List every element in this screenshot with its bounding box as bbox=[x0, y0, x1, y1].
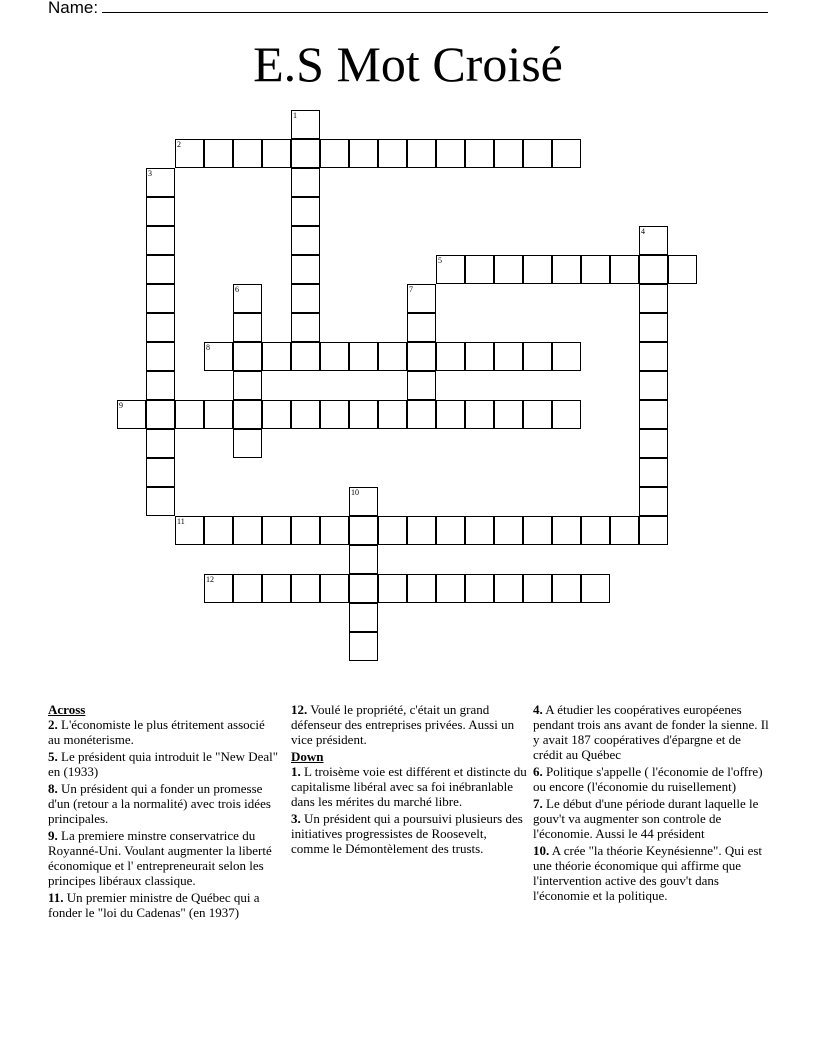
clues-column-1 bbox=[48, 702, 280, 922]
clue-number: 9. bbox=[48, 828, 58, 843]
grid-cell[interactable] bbox=[233, 342, 262, 371]
grid-cell[interactable] bbox=[320, 400, 349, 429]
grid-cell[interactable] bbox=[320, 574, 349, 603]
grid-cell[interactable] bbox=[436, 400, 465, 429]
grid-cell[interactable] bbox=[349, 632, 378, 661]
clue-number: 4. bbox=[533, 702, 543, 717]
grid-cell[interactable] bbox=[146, 197, 175, 226]
grid-cell[interactable] bbox=[146, 400, 175, 429]
grid-cell[interactable] bbox=[436, 255, 465, 284]
grid-cell[interactable] bbox=[639, 516, 668, 545]
grid-cell[interactable] bbox=[407, 371, 436, 400]
grid-cell[interactable] bbox=[349, 574, 378, 603]
page-title: E.S Mot Croisé bbox=[253, 36, 563, 92]
grid-cell[interactable] bbox=[378, 139, 407, 168]
grid-cell[interactable] bbox=[552, 255, 581, 284]
clue-down-7 bbox=[533, 796, 769, 841]
grid-cell[interactable] bbox=[407, 139, 436, 168]
grid-cell[interactable] bbox=[117, 400, 146, 429]
grid-cell[interactable] bbox=[639, 226, 668, 255]
clue-text: Voulé le propriété, c'était un grand défenseur des entreprises privées. Aussi un vice président. bbox=[291, 702, 515, 747]
grid-cell[interactable] bbox=[465, 139, 494, 168]
grid-cell[interactable] bbox=[407, 516, 436, 545]
grid-cell[interactable] bbox=[349, 487, 378, 516]
grid-cell[interactable] bbox=[146, 342, 175, 371]
grid-cell[interactable] bbox=[639, 284, 668, 313]
grid-cell[interactable] bbox=[436, 516, 465, 545]
grid-cell[interactable] bbox=[581, 516, 610, 545]
grid-cell[interactable] bbox=[291, 400, 320, 429]
grid-cell[interactable] bbox=[204, 400, 233, 429]
clue-number: 12. bbox=[291, 702, 308, 717]
grid-cell[interactable] bbox=[146, 371, 175, 400]
grid-cell[interactable] bbox=[668, 255, 697, 284]
clues-column-2 bbox=[291, 702, 527, 858]
clue-number: 10. bbox=[533, 843, 550, 858]
grid-cell[interactable] bbox=[494, 342, 523, 371]
clue-text: Le président quia introduit le "New Deal" en (1933) bbox=[48, 749, 279, 779]
clue-text: Un président qui a fonder un promesse d'un (retour a la normalité) avec trois idées principales. bbox=[48, 781, 271, 826]
grid-cell[interactable] bbox=[233, 400, 262, 429]
grid-cell[interactable] bbox=[465, 255, 494, 284]
cell-number: 2 bbox=[177, 140, 181, 149]
grid-cell[interactable] bbox=[494, 139, 523, 168]
grid-cell[interactable] bbox=[262, 342, 291, 371]
grid-cell[interactable] bbox=[407, 313, 436, 342]
grid-cell[interactable] bbox=[378, 516, 407, 545]
clue-down-3 bbox=[291, 811, 527, 856]
grid-cell[interactable] bbox=[465, 574, 494, 603]
grid-cell[interactable] bbox=[291, 516, 320, 545]
cell-number: 1 bbox=[293, 111, 297, 120]
clue-number: 8. bbox=[48, 781, 58, 796]
grid-cell[interactable] bbox=[233, 139, 262, 168]
grid-cell[interactable] bbox=[146, 226, 175, 255]
grid-cell[interactable] bbox=[523, 255, 552, 284]
grid-cell[interactable] bbox=[639, 487, 668, 516]
grid-cell[interactable] bbox=[204, 574, 233, 603]
grid-cell[interactable] bbox=[581, 255, 610, 284]
grid-cell[interactable] bbox=[494, 516, 523, 545]
grid-cell[interactable] bbox=[291, 574, 320, 603]
clue-number: 1. bbox=[291, 764, 301, 779]
clue-across-9 bbox=[48, 828, 280, 888]
clue-text: A étudier les coopératives européenes pendant trois ans avant de fonder la sienne. Il y avait 187 coopératives d'épargne et de crédit au Québec bbox=[533, 702, 769, 762]
clue-down-10 bbox=[533, 843, 769, 903]
clue-text: Politique s'appelle ( l'économie de l'offre) ou encore (l'économie du ruisellement) bbox=[533, 764, 763, 794]
grid-cell[interactable] bbox=[407, 284, 436, 313]
grid-cell[interactable] bbox=[465, 516, 494, 545]
grid-cell[interactable] bbox=[639, 458, 668, 487]
cell-number: 7 bbox=[409, 285, 413, 294]
grid-cell[interactable] bbox=[320, 139, 349, 168]
grid-cell[interactable] bbox=[494, 255, 523, 284]
grid-cell[interactable] bbox=[291, 197, 320, 226]
grid-cell[interactable] bbox=[494, 400, 523, 429]
grid-cell[interactable] bbox=[262, 400, 291, 429]
cell-number: 3 bbox=[148, 169, 152, 178]
grid-cell[interactable] bbox=[349, 139, 378, 168]
cell-number: 4 bbox=[641, 227, 645, 236]
across-heading: Across bbox=[48, 702, 86, 717]
grid-cell[interactable] bbox=[552, 574, 581, 603]
grid-cell[interactable] bbox=[146, 255, 175, 284]
grid-cell[interactable] bbox=[320, 516, 349, 545]
clue-number: 3. bbox=[291, 811, 301, 826]
clue-across-8 bbox=[48, 781, 280, 826]
clue-text: Le début d'une période durant laquelle le gouv't va augmenter son controle de l'économie. Aussi le 44 président bbox=[533, 796, 759, 841]
grid-cell[interactable] bbox=[233, 516, 262, 545]
cell-number: 11 bbox=[177, 517, 185, 526]
grid-cell[interactable] bbox=[175, 516, 204, 545]
grid-cell[interactable] bbox=[407, 574, 436, 603]
grid-cell[interactable] bbox=[465, 342, 494, 371]
grid-cell[interactable] bbox=[465, 400, 494, 429]
grid-cell[interactable] bbox=[349, 342, 378, 371]
grid-cell[interactable] bbox=[378, 574, 407, 603]
grid-cell[interactable] bbox=[349, 400, 378, 429]
grid-cell[interactable] bbox=[233, 284, 262, 313]
grid-cell[interactable] bbox=[552, 342, 581, 371]
grid-cell[interactable] bbox=[233, 371, 262, 400]
clue-text: A crée "la théorie Keynésienne". Qui est une théorie économique qui affirme que l'intervention active des gouv't dans l'économie et la politique. bbox=[533, 843, 763, 903]
grid-cell[interactable] bbox=[146, 168, 175, 197]
clues-column-3 bbox=[533, 702, 769, 905]
grid-cell[interactable] bbox=[407, 342, 436, 371]
clue-text: La premiere minstre conservatrice du Royanné-Uni. Voulant augmenter la liberté économique et l' entrepreneurait selon les principes libéraux classique. bbox=[48, 828, 272, 888]
grid-cell[interactable] bbox=[523, 342, 552, 371]
grid-cell[interactable] bbox=[523, 400, 552, 429]
grid-cell[interactable] bbox=[291, 284, 320, 313]
grid-cell[interactable] bbox=[175, 139, 204, 168]
grid-cell[interactable] bbox=[291, 226, 320, 255]
grid-cell[interactable] bbox=[233, 574, 262, 603]
grid-cell[interactable] bbox=[378, 400, 407, 429]
name-label: Name: bbox=[48, 0, 99, 17]
grid-cell[interactable] bbox=[639, 371, 668, 400]
grid-cell[interactable] bbox=[494, 574, 523, 603]
grid-cell[interactable] bbox=[175, 400, 204, 429]
clue-down-4 bbox=[533, 702, 769, 762]
clue-number: 11. bbox=[48, 890, 64, 905]
clue-text: Un président qui a poursuivi plusieurs des initiatives progressistes de Roosevelt, comme le Démontèlement des trusts. bbox=[291, 811, 523, 856]
grid-cell[interactable] bbox=[146, 313, 175, 342]
grid-cell[interactable] bbox=[523, 139, 552, 168]
grid-cell[interactable] bbox=[523, 516, 552, 545]
grid-cell[interactable] bbox=[233, 313, 262, 342]
grid-cell[interactable] bbox=[436, 574, 465, 603]
clue-text: L'économiste le plus étritement associé au monéterisme. bbox=[48, 717, 265, 747]
grid-cell[interactable] bbox=[204, 516, 233, 545]
clue-across-12 bbox=[291, 702, 527, 747]
grid-cell[interactable] bbox=[146, 458, 175, 487]
clue-number: 2. bbox=[48, 717, 58, 732]
grid-cell[interactable] bbox=[262, 574, 291, 603]
grid-cell[interactable] bbox=[523, 574, 552, 603]
grid-cell[interactable] bbox=[436, 342, 465, 371]
clue-across-11 bbox=[48, 890, 280, 920]
grid-cell[interactable] bbox=[204, 342, 233, 371]
clue-down-1 bbox=[291, 764, 527, 809]
grid-cell[interactable] bbox=[291, 139, 320, 168]
grid-cell[interactable] bbox=[262, 139, 291, 168]
grid-cell[interactable] bbox=[407, 400, 436, 429]
grid-cell[interactable] bbox=[291, 342, 320, 371]
cell-number: 12 bbox=[206, 575, 214, 584]
grid-cell[interactable] bbox=[262, 516, 291, 545]
grid-cell[interactable] bbox=[146, 487, 175, 516]
clue-across-5 bbox=[48, 749, 280, 779]
grid-cell[interactable] bbox=[378, 342, 407, 371]
cell-number: 6 bbox=[235, 285, 239, 294]
grid-cell[interactable] bbox=[639, 400, 668, 429]
cell-number: 5 bbox=[438, 256, 442, 265]
grid-cell[interactable] bbox=[291, 110, 320, 139]
grid-cell[interactable] bbox=[639, 255, 668, 284]
grid-cell[interactable] bbox=[552, 400, 581, 429]
cell-number: 10 bbox=[351, 488, 359, 497]
cell-number: 8 bbox=[206, 343, 210, 352]
grid-cell[interactable] bbox=[204, 139, 233, 168]
grid-cell[interactable] bbox=[146, 284, 175, 313]
clue-number: 6. bbox=[533, 764, 543, 779]
grid-cell[interactable] bbox=[320, 342, 349, 371]
grid-cell[interactable] bbox=[349, 545, 378, 574]
clue-number: 5. bbox=[48, 749, 58, 764]
grid-cell[interactable] bbox=[436, 139, 465, 168]
grid-cell[interactable] bbox=[349, 516, 378, 545]
clue-number: 7. bbox=[533, 796, 543, 811]
grid-cell[interactable] bbox=[291, 313, 320, 342]
grid-cell[interactable] bbox=[291, 168, 320, 197]
grid-cell[interactable] bbox=[349, 603, 378, 632]
grid-cell[interactable] bbox=[233, 429, 262, 458]
down-heading: Down bbox=[291, 749, 324, 764]
grid-cell[interactable] bbox=[581, 574, 610, 603]
clue-down-6 bbox=[533, 764, 769, 794]
grid-cell[interactable] bbox=[552, 139, 581, 168]
name-field[interactable] bbox=[48, 0, 768, 18]
grid-cell[interactable] bbox=[610, 516, 639, 545]
grid-cell[interactable] bbox=[552, 516, 581, 545]
clue-text: Un premier ministre de Québec qui a fonder le "loi du Cadenas" (en 1937) bbox=[48, 890, 260, 920]
grid-cell[interactable] bbox=[639, 429, 668, 458]
clue-across-2 bbox=[48, 717, 280, 747]
cell-number: 9 bbox=[119, 401, 123, 410]
grid-cell[interactable] bbox=[610, 255, 639, 284]
grid-cell[interactable] bbox=[639, 313, 668, 342]
grid-cell[interactable] bbox=[291, 255, 320, 284]
grid-cell[interactable] bbox=[639, 342, 668, 371]
name-underline[interactable] bbox=[102, 0, 768, 13]
grid-cell[interactable] bbox=[146, 429, 175, 458]
clue-text: L troisème voie est différent et distincte du capitalisme libéral avec sa foi inébranlable dans les mérites du marché libre. bbox=[291, 764, 527, 809]
